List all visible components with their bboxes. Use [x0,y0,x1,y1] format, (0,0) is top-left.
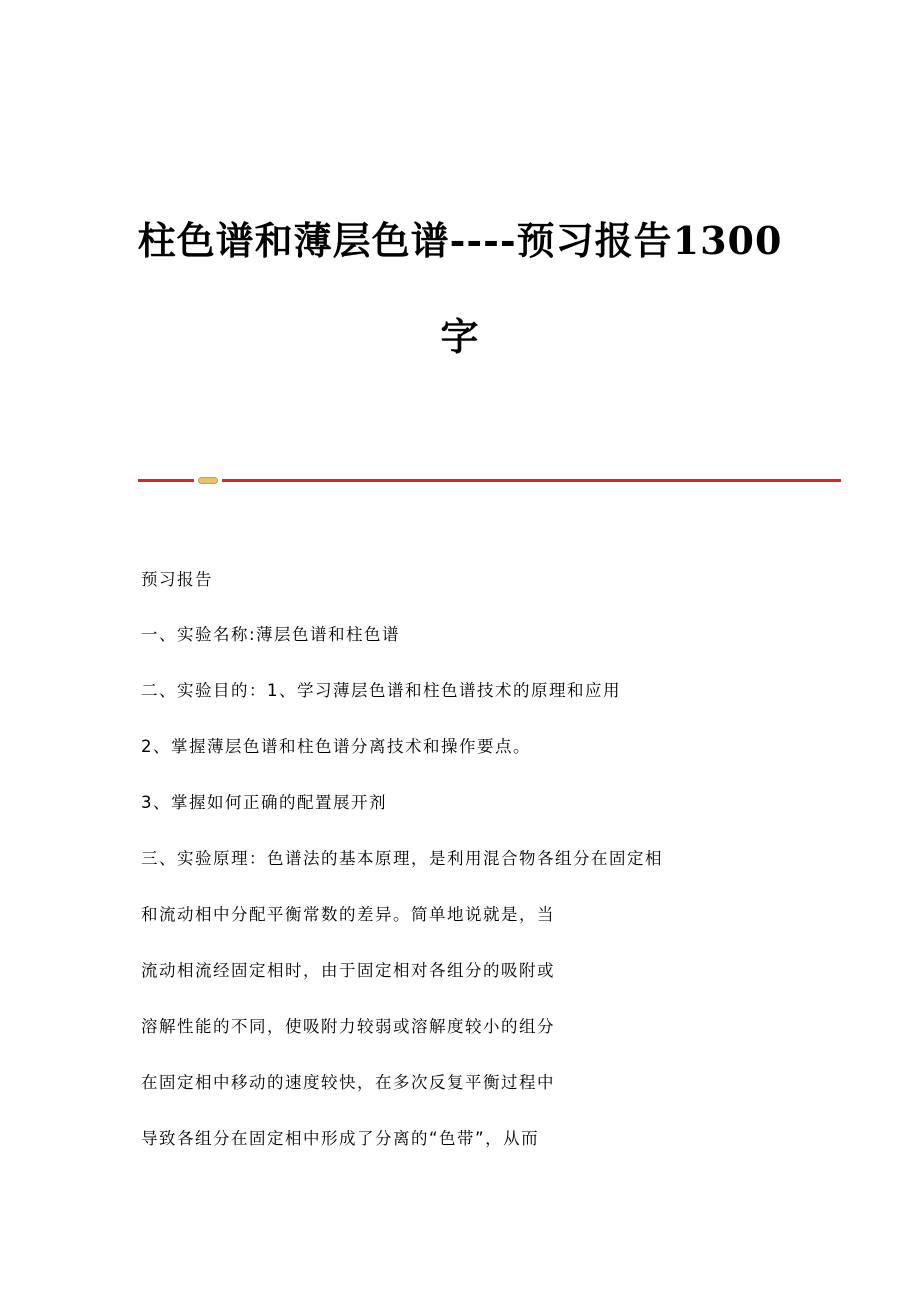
document-title-line-2: 字 [440,314,480,359]
divider-bar-left [138,479,194,482]
paragraph-purpose-item-2: 2、掌握薄层色谱和柱色谱分离技术和操作要点。 [141,737,531,756]
paragraph-principle-line-6: 导致各组分在固定相中形成了分离的“色带”，从而 [141,1129,540,1148]
divider-bar-right [222,479,841,482]
paragraph-principle-line-2: 和流动相中分配平衡常数的差异。简单地说就是，当 [141,905,555,924]
paragraph-experiment-name: 一、实验名称:薄层色谱和柱色谱 [141,625,401,644]
paragraph-principle-line-3: 流动相流经固定相时，由于固定相对各组分的吸附或 [141,961,555,980]
document-title-line-1: 柱色谱和薄层色谱----预习报告1300 [137,218,783,263]
paragraph-principle-line-4: 溶解性能的不同，使吸附力较弱或溶解度较小的组分 [141,1017,555,1036]
paragraph-experiment-purpose: 二、实验目的：1、学习薄层色谱和柱色谱技术的原理和应用 [141,681,621,700]
paragraph-preview-report-heading: 预习报告 [141,570,213,589]
paragraph-principle-line-5: 在固定相中移动的速度较快，在多次反复平衡过程中 [141,1073,555,1092]
divider-ornament-icon [198,477,218,484]
title-divider [138,477,841,483]
paragraph-purpose-item-3: 3、掌握如何正确的配置展开剂 [141,793,387,812]
paragraph-experiment-principle: 三、实验原理：色谱法的基本原理，是利用混合物各组分在固定相 [141,849,663,868]
